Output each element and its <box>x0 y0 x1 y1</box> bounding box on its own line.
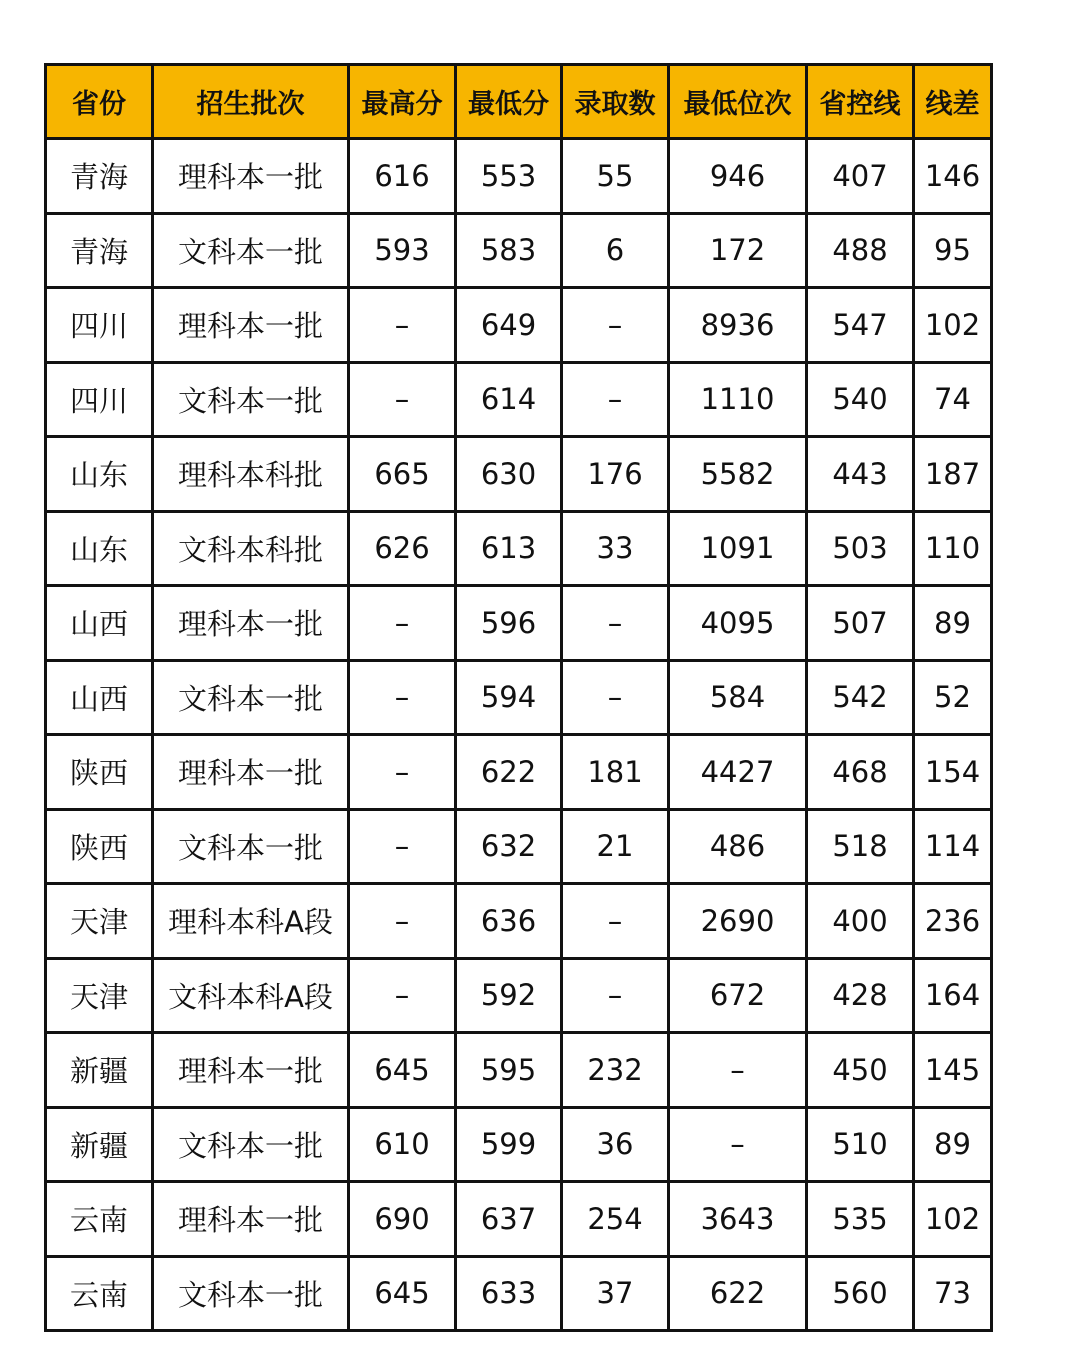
cell-highest-score: 616 <box>349 139 456 214</box>
cell-batch: 文科本一批 <box>153 809 349 884</box>
cell-admission-count: – <box>562 884 669 959</box>
cell-admission-count: – <box>562 362 669 437</box>
cell-province: 四川 <box>46 288 153 363</box>
cell-admission-count: 181 <box>562 735 669 810</box>
cell-provincial-line: 542 <box>807 660 914 735</box>
table-row <box>46 437 992 512</box>
cell-province: 天津 <box>46 884 153 959</box>
cell-lowest-score: 553 <box>456 139 562 214</box>
cell-admission-count: – <box>562 660 669 735</box>
cell-provincial-line: 468 <box>807 735 914 810</box>
cell-provincial-line: 547 <box>807 288 914 363</box>
table-body <box>46 139 992 1331</box>
cell-province: 山东 <box>46 511 153 586</box>
cell-provincial-line: 560 <box>807 1256 914 1331</box>
cell-province: 陕西 <box>46 735 153 810</box>
cell-admission-count: 21 <box>562 809 669 884</box>
header-highest-score: 最高分 <box>349 65 456 139</box>
header-lowest-score: 最低分 <box>456 65 562 139</box>
cell-lowest-score: 636 <box>456 884 562 959</box>
table-row <box>46 809 992 884</box>
cell-provincial-line: 518 <box>807 809 914 884</box>
cell-batch: 理科本一批 <box>153 288 349 363</box>
cell-highest-score: – <box>349 958 456 1033</box>
cell-admission-count: – <box>562 958 669 1033</box>
cell-admission-count: 232 <box>562 1033 669 1108</box>
cell-lowest-score: 595 <box>456 1033 562 1108</box>
cell-line-difference: 52 <box>914 660 992 735</box>
cell-province: 天津 <box>46 958 153 1033</box>
cell-batch: 理科本一批 <box>153 586 349 661</box>
cell-line-difference: 145 <box>914 1033 992 1108</box>
cell-province: 山西 <box>46 660 153 735</box>
header-row <box>46 65 992 139</box>
cell-line-difference: 154 <box>914 735 992 810</box>
cell-batch: 理科本一批 <box>153 1033 349 1108</box>
cell-provincial-line: 507 <box>807 586 914 661</box>
cell-highest-score: 593 <box>349 213 456 288</box>
cell-provincial-line: 510 <box>807 1107 914 1182</box>
cell-lowest-rank: 8936 <box>669 288 807 363</box>
cell-lowest-score: 633 <box>456 1256 562 1331</box>
cell-lowest-score: 599 <box>456 1107 562 1182</box>
cell-highest-score: 610 <box>349 1107 456 1182</box>
cell-lowest-score: 613 <box>456 511 562 586</box>
header-province: 省份 <box>46 65 153 139</box>
cell-line-difference: 73 <box>914 1256 992 1331</box>
cell-batch: 理科本科批 <box>153 437 349 512</box>
cell-batch: 理科本一批 <box>153 1182 349 1257</box>
table-row <box>46 586 992 661</box>
table-row <box>46 362 992 437</box>
cell-highest-score: 645 <box>349 1033 456 1108</box>
cell-province: 新疆 <box>46 1033 153 1108</box>
table-row <box>46 1256 992 1331</box>
cell-lowest-score: 583 <box>456 213 562 288</box>
cell-line-difference: 89 <box>914 586 992 661</box>
cell-line-difference: 236 <box>914 884 992 959</box>
cell-lowest-score: 594 <box>456 660 562 735</box>
cell-province: 云南 <box>46 1256 153 1331</box>
cell-admission-count: 37 <box>562 1256 669 1331</box>
cell-lowest-rank: 4427 <box>669 735 807 810</box>
cell-province: 青海 <box>46 213 153 288</box>
cell-provincial-line: 503 <box>807 511 914 586</box>
cell-lowest-score: 596 <box>456 586 562 661</box>
cell-highest-score: – <box>349 586 456 661</box>
score-table-container <box>44 63 990 1332</box>
cell-province: 青海 <box>46 139 153 214</box>
cell-highest-score: – <box>349 288 456 363</box>
cell-lowest-rank: – <box>669 1033 807 1108</box>
cell-lowest-score: 649 <box>456 288 562 363</box>
cell-lowest-rank: 1110 <box>669 362 807 437</box>
cell-batch: 文科本一批 <box>153 660 349 735</box>
cell-batch: 文科本一批 <box>153 213 349 288</box>
cell-highest-score: – <box>349 884 456 959</box>
table-row <box>46 884 992 959</box>
cell-batch: 理科本一批 <box>153 735 349 810</box>
cell-line-difference: 102 <box>914 288 992 363</box>
cell-province: 云南 <box>46 1182 153 1257</box>
cell-lowest-score: 637 <box>456 1182 562 1257</box>
cell-lowest-rank: 1091 <box>669 511 807 586</box>
cell-line-difference: 146 <box>914 139 992 214</box>
cell-provincial-line: 428 <box>807 958 914 1033</box>
cell-line-difference: 95 <box>914 213 992 288</box>
cell-lowest-rank: 622 <box>669 1256 807 1331</box>
cell-lowest-rank: 584 <box>669 660 807 735</box>
cell-lowest-rank: 172 <box>669 213 807 288</box>
cell-provincial-line: 540 <box>807 362 914 437</box>
header-line-difference: 线差 <box>914 65 992 139</box>
cell-provincial-line: 407 <box>807 139 914 214</box>
cell-batch: 文科本科批 <box>153 511 349 586</box>
cell-lowest-rank: 3643 <box>669 1182 807 1257</box>
cell-admission-count: – <box>562 288 669 363</box>
cell-province: 山东 <box>46 437 153 512</box>
cell-lowest-score: 622 <box>456 735 562 810</box>
cell-line-difference: 102 <box>914 1182 992 1257</box>
header-admission-count: 录取数 <box>562 65 669 139</box>
cell-admission-count: 254 <box>562 1182 669 1257</box>
cell-highest-score: – <box>349 735 456 810</box>
cell-batch: 文科本一批 <box>153 1256 349 1331</box>
table-row <box>46 288 992 363</box>
cell-provincial-line: 400 <box>807 884 914 959</box>
table-row <box>46 735 992 810</box>
cell-line-difference: 114 <box>914 809 992 884</box>
cell-highest-score: 665 <box>349 437 456 512</box>
cell-lowest-score: 592 <box>456 958 562 1033</box>
cell-lowest-rank: 946 <box>669 139 807 214</box>
cell-province: 山西 <box>46 586 153 661</box>
admission-score-table <box>44 63 993 1332</box>
cell-admission-count: 176 <box>562 437 669 512</box>
header-lowest-rank: 最低位次 <box>669 65 807 139</box>
cell-lowest-rank: – <box>669 1107 807 1182</box>
table-row <box>46 660 992 735</box>
table-row <box>46 213 992 288</box>
cell-lowest-score: 614 <box>456 362 562 437</box>
cell-admission-count: 6 <box>562 213 669 288</box>
cell-line-difference: 164 <box>914 958 992 1033</box>
cell-batch: 理科本科A段 <box>153 884 349 959</box>
cell-province: 四川 <box>46 362 153 437</box>
table-row <box>46 511 992 586</box>
cell-lowest-rank: 486 <box>669 809 807 884</box>
cell-highest-score: 690 <box>349 1182 456 1257</box>
table-row <box>46 1107 992 1182</box>
cell-provincial-line: 535 <box>807 1182 914 1257</box>
cell-admission-count: 36 <box>562 1107 669 1182</box>
cell-highest-score: – <box>349 660 456 735</box>
cell-highest-score: 645 <box>349 1256 456 1331</box>
cell-line-difference: 89 <box>914 1107 992 1182</box>
cell-lowest-rank: 4095 <box>669 586 807 661</box>
cell-province: 陕西 <box>46 809 153 884</box>
cell-province: 新疆 <box>46 1107 153 1182</box>
header-provincial-line: 省控线 <box>807 65 914 139</box>
cell-line-difference: 74 <box>914 362 992 437</box>
cell-highest-score: – <box>349 362 456 437</box>
cell-lowest-rank: 2690 <box>669 884 807 959</box>
table-row <box>46 139 992 214</box>
cell-line-difference: 110 <box>914 511 992 586</box>
table-row <box>46 1033 992 1108</box>
cell-admission-count: 55 <box>562 139 669 214</box>
cell-lowest-score: 630 <box>456 437 562 512</box>
cell-lowest-score: 632 <box>456 809 562 884</box>
cell-batch: 文科本一批 <box>153 362 349 437</box>
cell-batch: 理科本一批 <box>153 139 349 214</box>
cell-lowest-rank: 5582 <box>669 437 807 512</box>
cell-highest-score: 626 <box>349 511 456 586</box>
cell-provincial-line: 450 <box>807 1033 914 1108</box>
table-row <box>46 1182 992 1257</box>
header-batch: 招生批次 <box>153 65 349 139</box>
cell-provincial-line: 488 <box>807 213 914 288</box>
cell-line-difference: 187 <box>914 437 992 512</box>
cell-provincial-line: 443 <box>807 437 914 512</box>
cell-admission-count: 33 <box>562 511 669 586</box>
cell-highest-score: – <box>349 809 456 884</box>
cell-batch: 文科本一批 <box>153 1107 349 1182</box>
cell-lowest-rank: 672 <box>669 958 807 1033</box>
table-row <box>46 958 992 1033</box>
cell-admission-count: – <box>562 586 669 661</box>
cell-batch: 文科本科A段 <box>153 958 349 1033</box>
